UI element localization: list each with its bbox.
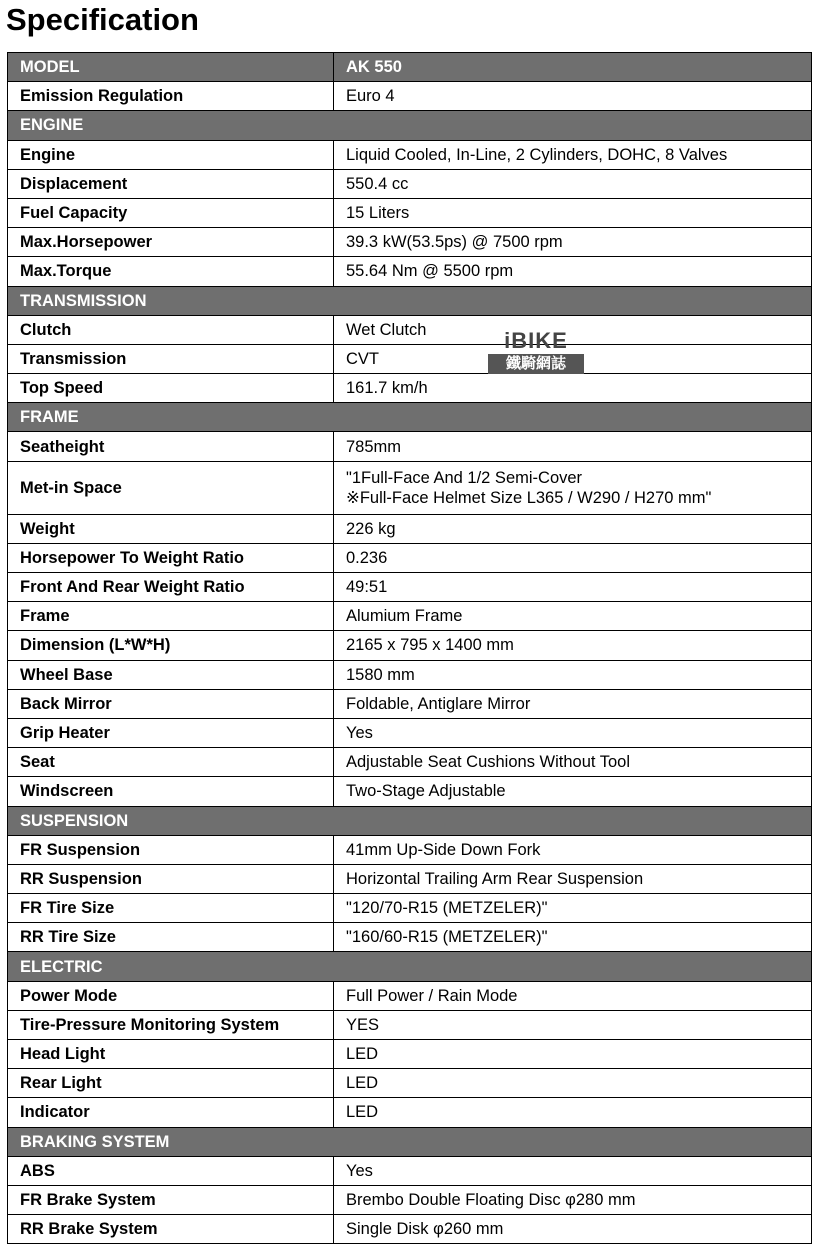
spec-label: RR Brake System xyxy=(8,1215,334,1244)
spec-value-cell xyxy=(334,169,812,198)
table-row xyxy=(8,82,812,111)
table-row xyxy=(8,602,812,631)
spec-value: "120/70-R15 (METZELER)" xyxy=(346,899,548,918)
spec-label: Top Speed xyxy=(8,374,334,403)
table-row xyxy=(8,514,812,543)
spec-value-cell xyxy=(334,140,812,169)
spec-value-cell xyxy=(334,257,812,286)
table-row xyxy=(8,374,812,403)
logo-chinese: 鐵騎網誌 xyxy=(488,354,584,374)
page-title: Specification xyxy=(6,2,199,37)
table-row xyxy=(8,777,812,806)
table-row xyxy=(8,718,812,747)
spec-value: Adjustable Seat Cushions Without Tool xyxy=(346,753,631,772)
spec-value-cell xyxy=(334,748,812,777)
spec-value-line2: ※Full-Face Helmet Size L365 / W290 / H270 mm" xyxy=(346,488,712,507)
table-row xyxy=(8,140,812,169)
table-row xyxy=(8,461,812,514)
spec-label: FR Brake System xyxy=(8,1185,334,1214)
spec-value: 15 Liters xyxy=(346,204,410,223)
section-title: ELECTRIC xyxy=(8,952,812,981)
spec-value-cell xyxy=(334,602,812,631)
spec-label: Back Mirror xyxy=(8,689,334,718)
spec-label: FR Suspension xyxy=(8,835,334,864)
spec-value: Brembo Double Floating Disc φ280 mm xyxy=(346,1191,636,1210)
spec-value: 55.64 Nm @ 5500 rpm xyxy=(346,262,514,281)
section-header-row xyxy=(8,111,812,140)
spec-value-cell xyxy=(334,1185,812,1214)
table-row xyxy=(8,543,812,572)
spec-value-cell xyxy=(334,1069,812,1098)
spec-label: Dimension (L*W*H) xyxy=(8,631,334,660)
ibike-watermark-logo xyxy=(488,330,584,382)
spec-label: Met-in Space xyxy=(8,461,334,514)
spec-value-cell xyxy=(334,1156,812,1185)
spec-value: Yes xyxy=(346,1161,373,1180)
table-row xyxy=(8,660,812,689)
section-title: SUSPENSION xyxy=(8,806,812,835)
spec-value-cell xyxy=(334,689,812,718)
spec-value-cell xyxy=(334,660,812,689)
spec-label: Displacement xyxy=(8,169,334,198)
spec-label: Rear Light xyxy=(8,1069,334,1098)
spec-value-cell xyxy=(334,864,812,893)
spec-label: RR Suspension xyxy=(8,864,334,893)
spec-value: Wet Clutch xyxy=(346,320,427,339)
spec-label: Horsepower To Weight Ratio xyxy=(8,543,334,572)
spec-value: "1Full-Face And 1/2 Semi-Cover xyxy=(346,468,583,487)
spec-label: Grip Heater xyxy=(8,718,334,747)
section-header-row xyxy=(8,952,812,981)
spec-value-cell xyxy=(334,981,812,1010)
table-row xyxy=(8,894,812,923)
spec-label: RR Tire Size xyxy=(8,923,334,952)
table-row xyxy=(8,1098,812,1127)
table-row xyxy=(8,198,812,227)
spec-value-cell xyxy=(334,718,812,747)
spec-value: 785mm xyxy=(346,437,402,456)
spec-label: Clutch xyxy=(8,315,334,344)
spec-value-cell xyxy=(334,573,812,602)
spec-label: Power Mode xyxy=(8,981,334,1010)
spec-value-cell xyxy=(334,432,812,461)
table-row xyxy=(8,315,812,344)
table-row xyxy=(8,864,812,893)
spec-label: FR Tire Size xyxy=(8,894,334,923)
spec-label: Weight xyxy=(8,514,334,543)
table-row xyxy=(8,689,812,718)
spec-value-cell xyxy=(334,631,812,660)
spec-value-cell xyxy=(334,777,812,806)
table-row xyxy=(8,631,812,660)
section-header-row xyxy=(8,53,812,82)
spec-value-cell xyxy=(334,228,812,257)
spec-value: 0.236 xyxy=(346,548,388,567)
spec-value: 550.4 cc xyxy=(346,174,409,193)
spec-value-cell xyxy=(334,198,812,227)
section-title: BRAKING SYSTEM xyxy=(8,1127,812,1156)
spec-value: Foldable, Antiglare Mirror xyxy=(346,694,531,713)
spec-value-cell xyxy=(334,1215,812,1244)
spec-value-cell xyxy=(334,1040,812,1069)
spec-label: Seatheight xyxy=(8,432,334,461)
section-title: FRAME xyxy=(8,403,812,432)
spec-value: 2165 x 795 x 1400 mm xyxy=(346,636,514,655)
table-row xyxy=(8,981,812,1010)
spec-value: CVT xyxy=(346,349,379,368)
logo-brand: iBIKE xyxy=(504,328,568,353)
table-row xyxy=(8,1010,812,1039)
table-row xyxy=(8,923,812,952)
table-row xyxy=(8,228,812,257)
section-header-row xyxy=(8,1127,812,1156)
spec-label: Seat xyxy=(8,748,334,777)
spec-value: Liquid Cooled, In-Line, 2 Cylinders, DOHC, 8 Valves xyxy=(346,145,728,164)
spec-label: ABS xyxy=(8,1156,334,1185)
table-row xyxy=(8,1185,812,1214)
spec-value: Single Disk φ260 mm xyxy=(346,1220,504,1239)
section-header-row xyxy=(8,403,812,432)
spec-label: Windscreen xyxy=(8,777,334,806)
table-row xyxy=(8,1156,812,1185)
spec-value: YES xyxy=(346,1015,380,1034)
table-row xyxy=(8,573,812,602)
section-header-row xyxy=(8,806,812,835)
spec-value-cell xyxy=(334,923,812,952)
spec-value: Two-Stage Adjustable xyxy=(346,782,506,801)
spec-label: Tire-Pressure Monitoring System xyxy=(8,1010,334,1039)
section-title: ENGINE xyxy=(8,111,812,140)
spec-value: LED xyxy=(346,1103,379,1122)
spec-value-cell xyxy=(334,894,812,923)
spec-value-cell xyxy=(334,543,812,572)
spec-value: 41mm Up-Side Down Fork xyxy=(346,840,541,859)
spec-value-cell xyxy=(334,461,812,514)
spec-label: Max.Horsepower xyxy=(8,228,334,257)
table-row xyxy=(8,257,812,286)
spec-value: Full Power / Rain Mode xyxy=(346,986,518,1005)
spec-value: 226 kg xyxy=(346,519,396,538)
table-row xyxy=(8,1069,812,1098)
spec-label: Wheel Base xyxy=(8,660,334,689)
spec-value-cell xyxy=(334,835,812,864)
spec-value: "160/60-R15 (METZELER)" xyxy=(346,928,548,947)
spec-value: AK 550 xyxy=(346,58,402,77)
table-row xyxy=(8,835,812,864)
spec-value-cell xyxy=(334,514,812,543)
spec-table xyxy=(7,52,812,1244)
spec-value: Alumium Frame xyxy=(346,607,463,626)
section-title: TRANSMISSION xyxy=(8,286,812,315)
spec-value-cell xyxy=(334,1010,812,1039)
spec-value-cell xyxy=(334,1098,812,1127)
spec-value: LED xyxy=(346,1045,379,1064)
spec-label: Front And Rear Weight Ratio xyxy=(8,573,334,602)
spec-label: Max.Torque xyxy=(8,257,334,286)
table-row xyxy=(8,748,812,777)
section-header-row xyxy=(8,286,812,315)
spec-value: Horizontal Trailing Arm Rear Suspension xyxy=(346,869,644,888)
table-row xyxy=(8,344,812,373)
spec-value: 161.7 km/h xyxy=(346,379,428,398)
spec-label: Frame xyxy=(8,602,334,631)
spec-value: Euro 4 xyxy=(346,87,395,106)
spec-label: Engine xyxy=(8,140,334,169)
table-row xyxy=(8,169,812,198)
spec-value-cell xyxy=(334,82,812,111)
spec-label: Fuel Capacity xyxy=(8,198,334,227)
spec-value: LED xyxy=(346,1074,379,1093)
table-row xyxy=(8,432,812,461)
spec-value-cell xyxy=(334,53,812,82)
spec-value: 49:51 xyxy=(346,578,388,597)
spec-label: Transmission xyxy=(8,344,334,373)
table-row xyxy=(8,1040,812,1069)
spec-label: Indicator xyxy=(8,1098,334,1127)
spec-value: 1580 mm xyxy=(346,665,415,684)
table-row xyxy=(8,1215,812,1244)
spec-label: MODEL xyxy=(8,53,334,82)
spec-value: 39.3 kW(53.5ps) @ 7500 rpm xyxy=(346,233,563,252)
spec-label: Head Light xyxy=(8,1040,334,1069)
spec-label: Emission Regulation xyxy=(8,82,334,111)
spec-value: Yes xyxy=(346,724,373,743)
